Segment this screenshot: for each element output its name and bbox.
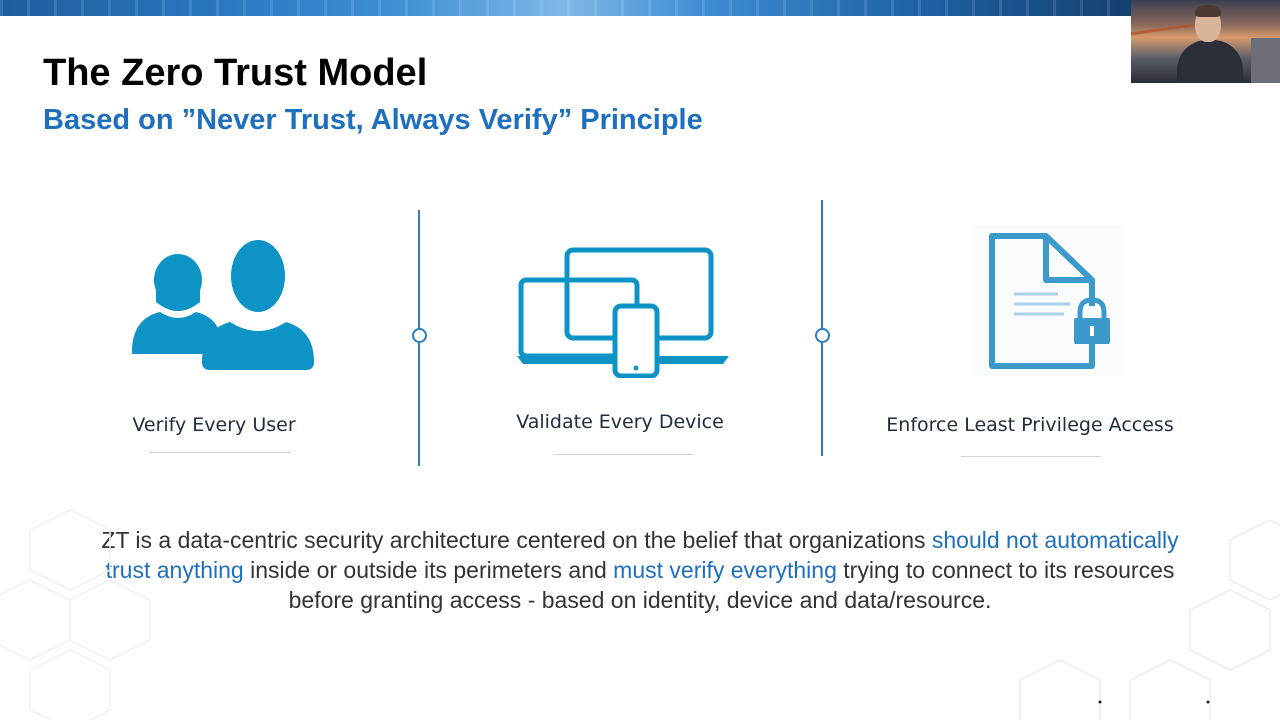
users-icon xyxy=(130,238,316,372)
divider-right-node xyxy=(815,328,830,343)
hexagon-pattern-left xyxy=(0,490,200,720)
pillar-underline-device xyxy=(553,454,693,455)
webcam-person-hair xyxy=(1195,5,1221,17)
webcam-person-body xyxy=(1177,40,1243,83)
pillar-label-device: Validate Every Device xyxy=(516,411,724,433)
description-text-1: ZT is a data-centric security architecture centered on the belief that organizations xyxy=(101,527,932,553)
webcam-window xyxy=(1251,38,1280,83)
pillar-label-access: Enforce Least Privilege Access xyxy=(886,414,1174,436)
pillar-label-user: Verify Every User xyxy=(132,414,296,436)
pillar-underline-access xyxy=(961,456,1101,457)
description-text-3: trying to connect to its resources before granting access - based on identity, device and data/resource. xyxy=(288,557,1175,613)
description-text-2: inside or outside its perimeters and xyxy=(243,557,614,583)
locked-document-icon xyxy=(974,226,1124,376)
header-band xyxy=(0,0,1131,16)
pillar-underline-user xyxy=(150,452,290,453)
description-highlight-1: should not automatically trust anything xyxy=(105,527,1179,583)
description-highlight-2: must verify everything xyxy=(613,557,837,583)
devices-icon xyxy=(517,246,729,378)
divider-left-node xyxy=(412,328,427,343)
presenter-webcam xyxy=(1131,0,1280,83)
slide-subtitle: Based on ”Never Trust, Always Verify” Principle xyxy=(43,104,703,136)
slide-title: The Zero Trust Model xyxy=(43,52,428,94)
hexagon-pattern-right xyxy=(980,520,1280,720)
